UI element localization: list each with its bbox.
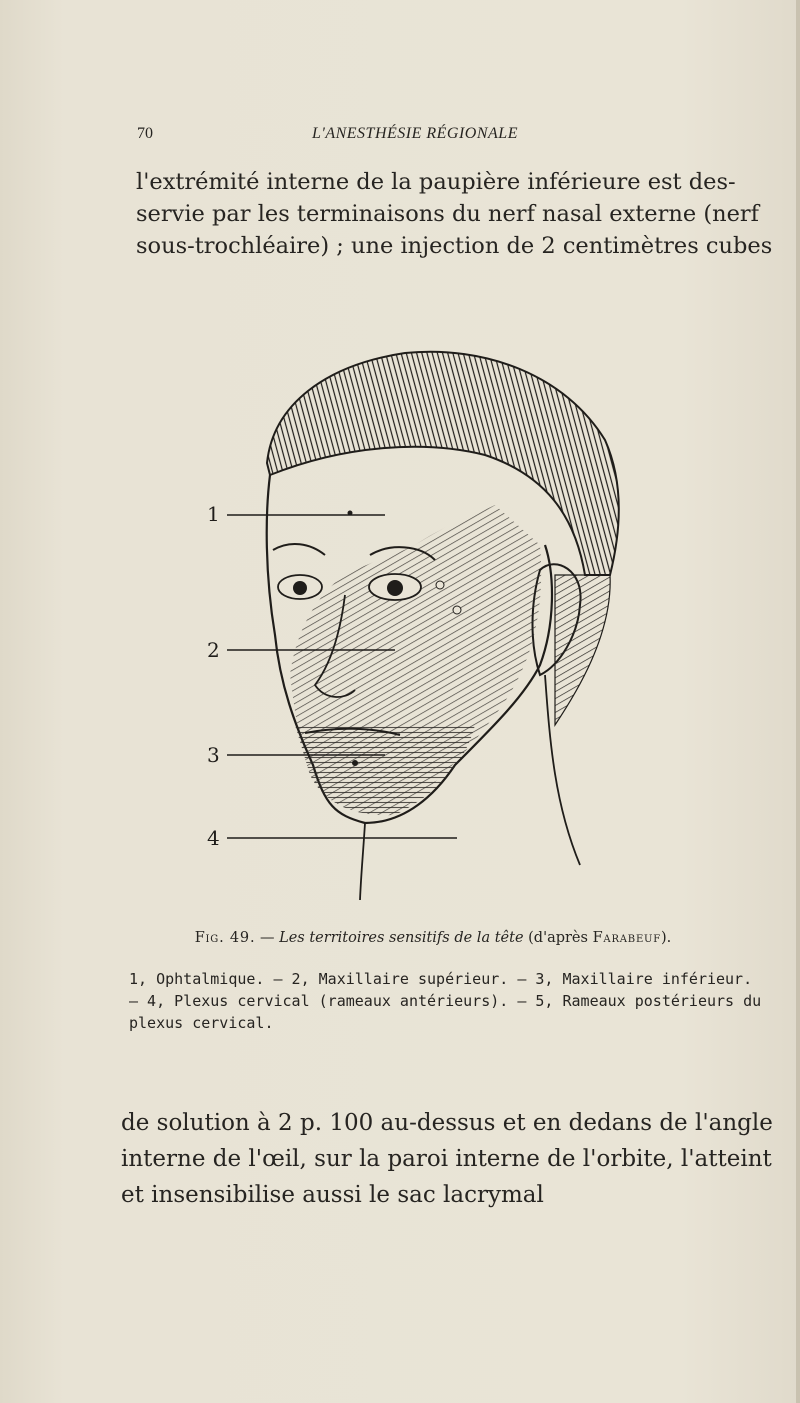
caption-author: Farabeuf: [592, 930, 662, 946]
legend-line: 1, Ophtalmique. — 2, Maxillaire supérieur. — 3, Maxillaire inférieur.: [129, 970, 753, 988]
neck: [360, 823, 365, 900]
legend-line: — 4, Plexus cervical (rameaux antérieurs). — 5, Rameaux postérieurs du: [129, 992, 762, 1010]
caption-dash: —: [255, 930, 280, 946]
figure-legend: [129, 968, 762, 1034]
label-1: 1: [207, 502, 220, 526]
legend-line: plexus cervical.: [129, 1014, 274, 1032]
page-header: [137, 125, 727, 151]
text-line: de solution à 2 p. 100 au-dessus et en dedans de l'angle: [121, 1110, 773, 1136]
figure-caption: [137, 930, 729, 946]
caption-source-suffix: ).: [661, 930, 672, 946]
text-line: et insensibilise aussi le sac lacrymal: [121, 1182, 544, 1208]
figure-label: Fig. 49.: [194, 930, 256, 946]
label-3: 3: [207, 743, 220, 767]
page-edge: [796, 0, 800, 1403]
label-2: 2: [207, 638, 220, 662]
text-line: interne de l'œil, sur la paroi interne de l'orbite, l'atteint: [121, 1146, 772, 1172]
label-4: 4: [207, 826, 220, 850]
page-number: 70: [137, 125, 153, 142]
text-line: sous-trochléaire) ; une injection de 2 centimètres cubes: [136, 233, 773, 259]
caption-title: Les territoires sensitifs de la tête: [279, 930, 524, 946]
head-drawing: [195, 345, 625, 905]
text-line: servie par les terminaisons du nerf nasal externe (nerf: [136, 201, 760, 227]
running-title: L'ANESTHÉSIE RÉGIONALE: [312, 125, 518, 142]
text-line: l'extrémité interne de la paupière inférieure est des-: [136, 169, 736, 195]
head-illustration: [195, 345, 625, 905]
caption-source-prefix: (d'après: [523, 930, 593, 946]
bottom-paragraph: [121, 1105, 773, 1213]
mandible-zone: [295, 725, 475, 815]
top-paragraph: [136, 166, 773, 262]
